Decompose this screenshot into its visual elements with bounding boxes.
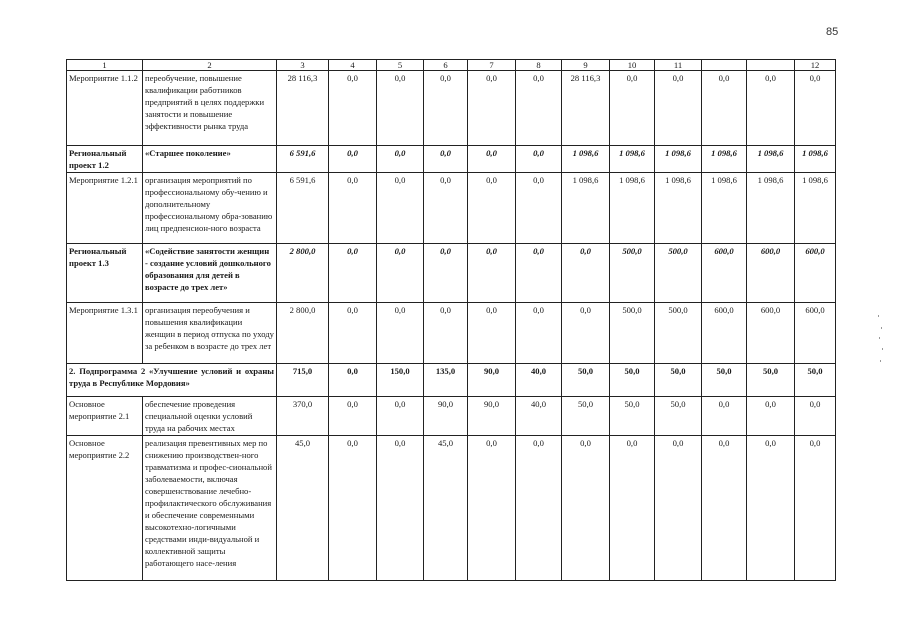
amount-cell: 0,0 <box>468 244 516 303</box>
amount-cell: 0,0 <box>655 436 702 581</box>
amount-cell: 28 116,3 <box>562 71 610 146</box>
page-number: 85 <box>826 26 839 38</box>
amount-cell: 0,0 <box>702 71 747 146</box>
item-code-cell: Основное мероприятие 2.2 <box>67 436 143 581</box>
amount-cell: 0,0 <box>424 244 468 303</box>
amount-cell: 40,0 <box>516 397 562 436</box>
amount-cell: 50,0 <box>655 364 702 397</box>
amount-cell: 0,0 <box>516 436 562 581</box>
amount-cell: 1 098,6 <box>747 173 795 244</box>
amount-cell: 40,0 <box>516 364 562 397</box>
amount-cell: 50,0 <box>610 397 655 436</box>
amount-cell: 0,0 <box>424 146 468 173</box>
amount-cell: 0,0 <box>377 244 424 303</box>
amount-cell: 715,0 <box>277 364 329 397</box>
item-code-cell: Мероприятие 1.2.1 <box>67 173 143 244</box>
column-header: 4 <box>329 60 377 71</box>
column-header: 6 <box>424 60 468 71</box>
budget-table <box>66 59 836 581</box>
amount-cell: 0,0 <box>329 303 377 364</box>
amount-cell: 0,0 <box>562 244 610 303</box>
column-header: 7 <box>468 60 516 71</box>
table-row <box>67 71 836 146</box>
table-row <box>67 303 836 364</box>
amount-cell: 600,0 <box>747 303 795 364</box>
item-code-cell: Региональный проект 1.3 <box>67 244 143 303</box>
amount-cell: 600,0 <box>795 303 836 364</box>
amount-cell: 0,0 <box>329 173 377 244</box>
amount-cell: 45,0 <box>277 436 329 581</box>
amount-cell: 0,0 <box>424 173 468 244</box>
amount-cell: 0,0 <box>329 397 377 436</box>
amount-cell: 1 098,6 <box>562 173 610 244</box>
column-header: 9 <box>562 60 610 71</box>
amount-cell: 0,0 <box>329 364 377 397</box>
item-code-cell: Мероприятие 1.3.1 <box>67 303 143 364</box>
amount-cell: 1 098,6 <box>795 173 836 244</box>
amount-cell: 0,0 <box>329 244 377 303</box>
amount-cell: 50,0 <box>702 364 747 397</box>
column-header: 2 <box>143 60 277 71</box>
table-row <box>67 173 836 244</box>
amount-cell: 1 098,6 <box>655 146 702 173</box>
column-header <box>747 60 795 71</box>
amount-cell: 1 098,6 <box>702 146 747 173</box>
item-description-cell: обеспечение проведения специальной оценки условий труда на рабочих местах <box>143 397 277 436</box>
column-header <box>702 60 747 71</box>
table-row <box>67 364 836 397</box>
amount-cell: 1 098,6 <box>795 146 836 173</box>
amount-cell: 0,0 <box>795 71 836 146</box>
item-description-cell: «Содействие занятости женщин - создание условий дошкольного образования для детей в возрасте до трех лет» <box>143 244 277 303</box>
amount-cell: 0,0 <box>468 173 516 244</box>
amount-cell: 0,0 <box>516 71 562 146</box>
amount-cell: 90,0 <box>468 364 516 397</box>
amount-cell: 0,0 <box>562 436 610 581</box>
amount-cell: 0,0 <box>329 436 377 581</box>
amount-cell: 0,0 <box>795 397 836 436</box>
amount-cell: 500,0 <box>610 303 655 364</box>
item-description-cell: «Старшее поколение» <box>143 146 277 173</box>
column-header: 8 <box>516 60 562 71</box>
amount-cell: 0,0 <box>795 436 836 581</box>
column-header: 5 <box>377 60 424 71</box>
amount-cell: 0,0 <box>516 244 562 303</box>
amount-cell: 28 116,3 <box>277 71 329 146</box>
amount-cell: 0,0 <box>655 71 702 146</box>
item-description-cell: организация мероприятий по профессиональному обу-чению и дополнительному профессиональному обра-зованию лиц предпенсион-ного возраста <box>143 173 277 244</box>
amount-cell: 0,0 <box>516 303 562 364</box>
amount-cell: 0,0 <box>377 173 424 244</box>
amount-cell: 0,0 <box>424 71 468 146</box>
amount-cell: 0,0 <box>377 146 424 173</box>
amount-cell: 0,0 <box>562 303 610 364</box>
amount-cell: 600,0 <box>702 244 747 303</box>
amount-cell: 1 098,6 <box>562 146 610 173</box>
amount-cell: 0,0 <box>329 71 377 146</box>
item-code-cell: Основное мероприятие 2.1 <box>67 397 143 436</box>
item-description-cell: реализация превентивных мер по снижению производствен-ного травматизма и профес-сиональной заболеваемости, включая совершенствование лечебно-профилактического обслуживания и обеспечение современными высокотехно-логичными средствами инди-видуальной и коллективной защиты работающего насе-ления <box>143 436 277 581</box>
amount-cell: 2 800,0 <box>277 303 329 364</box>
amount-cell: 0,0 <box>468 146 516 173</box>
item-description-cell: переобучение, повышение квалификации работников предприятий в целях поддержки занятости и повышение эффективности рынка труда <box>143 71 277 146</box>
amount-cell: 0,0 <box>516 146 562 173</box>
column-header: 11 <box>655 60 702 71</box>
amount-cell: 0,0 <box>516 173 562 244</box>
item-description-cell: организация переобучения и повышения квалификации женщин в период отпуска по уходу за ребенком в возрасте до трех лет <box>143 303 277 364</box>
column-header: 1 <box>67 60 143 71</box>
amount-cell: 0,0 <box>702 397 747 436</box>
amount-cell: 500,0 <box>610 244 655 303</box>
amount-cell: 50,0 <box>795 364 836 397</box>
table-row <box>67 146 836 173</box>
amount-cell: 1 098,6 <box>747 146 795 173</box>
amount-cell: 0,0 <box>747 71 795 146</box>
amount-cell: 50,0 <box>562 364 610 397</box>
amount-cell: 0,0 <box>610 436 655 581</box>
amount-cell: 45,0 <box>424 436 468 581</box>
amount-cell: 1 098,6 <box>610 173 655 244</box>
amount-cell: 1 098,6 <box>702 173 747 244</box>
amount-cell: 0,0 <box>702 436 747 581</box>
amount-cell: 90,0 <box>424 397 468 436</box>
amount-cell: 600,0 <box>702 303 747 364</box>
header-row <box>67 60 836 71</box>
item-code-cell: Региональный проект 1.2 <box>67 146 143 173</box>
amount-cell: 6 591,6 <box>277 173 329 244</box>
column-header: 3 <box>277 60 329 71</box>
amount-cell: 90,0 <box>468 397 516 436</box>
amount-cell: 0,0 <box>747 436 795 581</box>
amount-cell: 50,0 <box>610 364 655 397</box>
amount-cell: 0,0 <box>329 146 377 173</box>
table-row <box>67 436 836 581</box>
subprogram-title: 2. Подпрограмма 2 «Улучшение условий и охраны труда в Республике Мордовия» <box>67 364 277 397</box>
amount-cell: 150,0 <box>377 364 424 397</box>
amount-cell: 500,0 <box>655 244 702 303</box>
amount-cell: 0,0 <box>747 397 795 436</box>
amount-cell: 0,0 <box>424 303 468 364</box>
amount-cell: 6 591,6 <box>277 146 329 173</box>
amount-cell: 0,0 <box>468 436 516 581</box>
column-header: 10 <box>610 60 655 71</box>
amount-cell: 0,0 <box>377 397 424 436</box>
amount-cell: 2 800,0 <box>277 244 329 303</box>
amount-cell: 500,0 <box>655 303 702 364</box>
column-header: 12 <box>795 60 836 71</box>
scan-specks <box>878 315 884 365</box>
amount-cell: 0,0 <box>377 436 424 581</box>
amount-cell: 600,0 <box>747 244 795 303</box>
amount-cell: 0,0 <box>610 71 655 146</box>
amount-cell: 50,0 <box>747 364 795 397</box>
amount-cell: 370,0 <box>277 397 329 436</box>
amount-cell: 0,0 <box>377 71 424 146</box>
amount-cell: 50,0 <box>562 397 610 436</box>
item-code-cell: Мероприятие 1.1.2 <box>67 71 143 146</box>
amount-cell: 1 098,6 <box>610 146 655 173</box>
table-row <box>67 244 836 303</box>
amount-cell: 0,0 <box>377 303 424 364</box>
amount-cell: 50,0 <box>655 397 702 436</box>
amount-cell: 0,0 <box>468 71 516 146</box>
table-body <box>67 60 836 581</box>
amount-cell: 0,0 <box>468 303 516 364</box>
amount-cell: 600,0 <box>795 244 836 303</box>
table-row <box>67 397 836 436</box>
amount-cell: 1 098,6 <box>655 173 702 244</box>
amount-cell: 135,0 <box>424 364 468 397</box>
